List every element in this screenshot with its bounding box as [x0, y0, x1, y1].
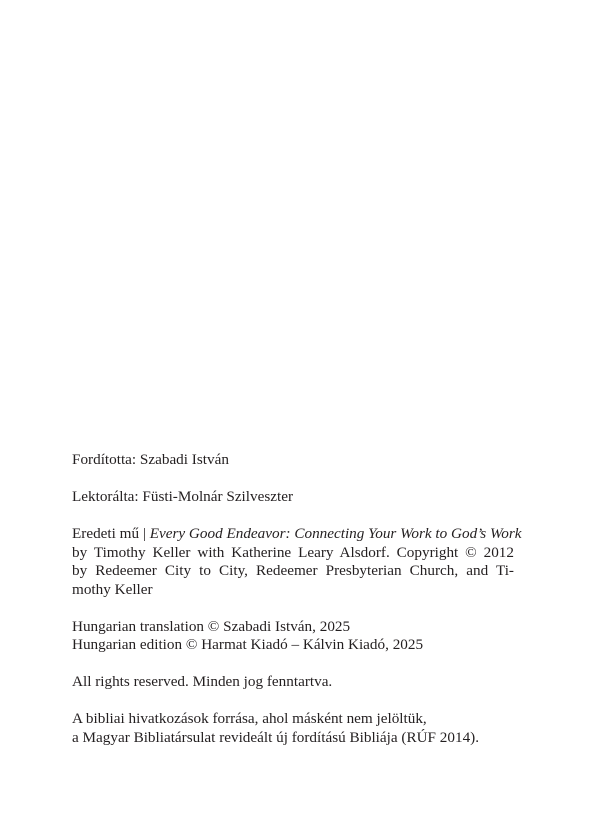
colophon — [72, 451, 522, 766]
original-prefix: Eredeti mű | — [72, 525, 150, 542]
original-title: Every Good Endeavor: Connecting Your Work to God’s Work — [149, 525, 522, 542]
original-work — [72, 525, 522, 599]
translator-credit — [72, 451, 514, 470]
translator-line: Fordította: Szabadi István — [72, 451, 229, 468]
bible-note-line-1: A bibliai hivatkozások forrása, ahol másként nem jelöltük, — [72, 710, 427, 727]
original-copyright-line: by Redeemer City to City, Redeemer Presbyterian Church, and Ti- — [72, 562, 514, 579]
hungarian-copyright — [72, 618, 514, 655]
original-title-line — [72, 525, 522, 544]
original-author-line: by Timothy Keller with Katherine Leary Alsdorf. Copyright © 2012 — [72, 543, 514, 561]
rights-line: All rights reserved. Minden jog fenntartva. — [72, 673, 333, 690]
rights-statement — [72, 673, 514, 692]
editor-line: Lektorálta: Füsti-Molnár Szilveszter — [72, 488, 294, 505]
edition-copyright: Hungarian edition © Harmat Kiadó – Kálvin Kiadó, 2025 — [72, 636, 424, 653]
translation-copyright: Hungarian translation © Szabadi István, 2025 — [72, 617, 351, 635]
original-copyright-end: mothy Keller — [72, 580, 153, 598]
bible-source-note — [72, 710, 514, 747]
editor-credit — [72, 488, 514, 507]
bible-note-line-2: a Magyar Bibliatársulat revideált új fordítású Bibliája (RÚF 2014). — [72, 728, 480, 746]
